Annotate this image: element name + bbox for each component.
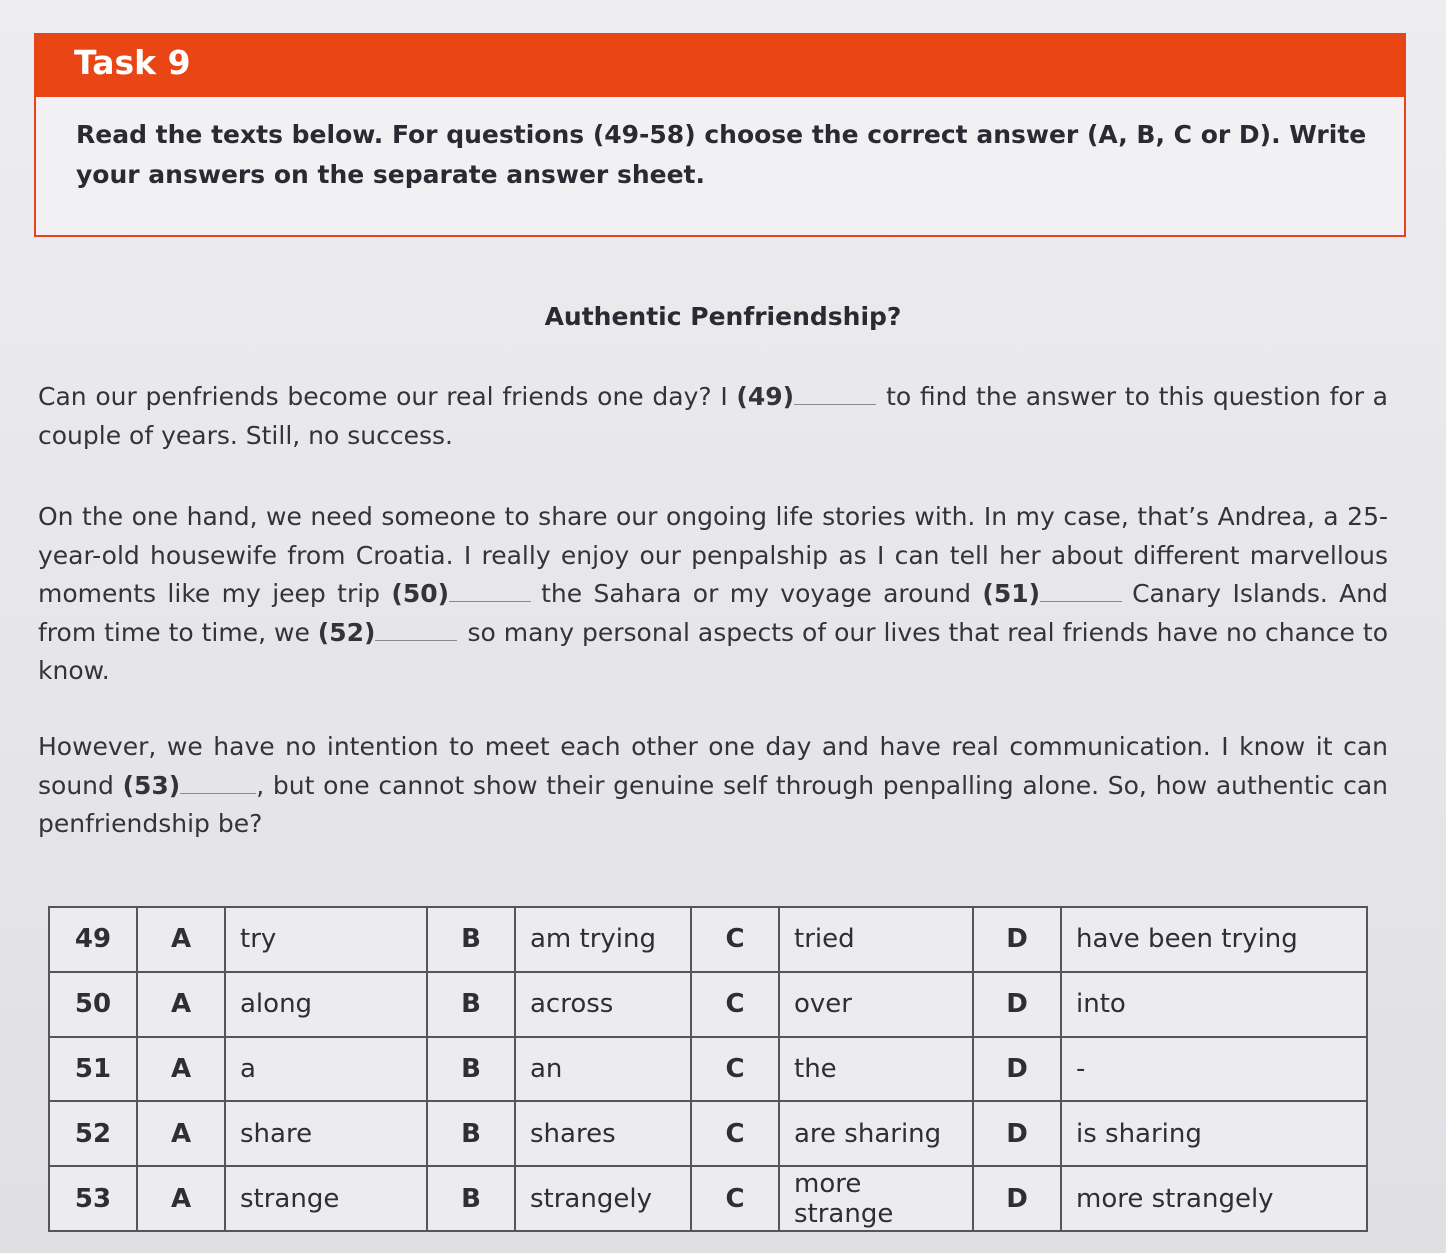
options-table xyxy=(48,906,1368,1232)
question-number: 53 xyxy=(49,1166,137,1231)
options-row-51 xyxy=(49,1037,1367,1102)
task-instructions: Read the texts below. For questions (49-58) choose the correct answer (A, B, C or D). Write your answers on the separate answer sheet. xyxy=(76,120,1367,189)
question-51-blank xyxy=(1040,581,1122,602)
option-c: more strange xyxy=(779,1166,973,1231)
option-c: are sharing xyxy=(779,1101,973,1166)
option-letter-d: D xyxy=(973,1166,1061,1231)
option-c: the xyxy=(779,1037,973,1102)
question-49-number: (49) xyxy=(736,382,795,411)
paragraph-3-text-a: However, we have no intention to meet each other one day and have real communication. I know it can sound xyxy=(38,732,1388,800)
paragraph-1 xyxy=(38,378,1388,455)
option-d: into xyxy=(1061,972,1367,1037)
question-53-number: (53) xyxy=(122,770,181,800)
option-letter-b: B xyxy=(427,1101,515,1166)
task-title: Task 9 xyxy=(74,43,191,82)
option-a: share xyxy=(225,1101,427,1166)
option-b: am trying xyxy=(515,907,691,972)
task-box xyxy=(34,33,1406,237)
option-letter-a: A xyxy=(137,1037,225,1102)
options-row-49 xyxy=(49,907,1367,972)
option-a: try xyxy=(225,907,427,972)
question-51-number: (51) xyxy=(982,579,1041,608)
text-title: Authentic Penfriendship? xyxy=(544,302,902,331)
options-row-52 xyxy=(49,1101,1367,1166)
question-number: 52 xyxy=(49,1101,137,1166)
option-letter-c: C xyxy=(691,1166,779,1231)
option-a: strange xyxy=(225,1166,427,1231)
question-number: 51 xyxy=(49,1037,137,1102)
option-b: strangely xyxy=(515,1166,691,1231)
question-49-blank xyxy=(794,384,876,405)
option-letter-c: C xyxy=(691,1037,779,1102)
paragraph-2-text-c: Canary Islands. And from time to time, we xyxy=(38,579,1388,647)
option-b: shares xyxy=(515,1101,691,1166)
question-50-blank xyxy=(449,581,531,602)
question-50-number: (50) xyxy=(391,579,450,608)
paragraph-3-text-b: , but one cannot show their genuine self through penpalling alone. So, how authentic can penfriendship be? xyxy=(38,770,1389,838)
options-row-50 xyxy=(49,972,1367,1037)
option-letter-b: B xyxy=(427,907,515,972)
option-letter-a: A xyxy=(137,1166,225,1231)
option-letter-a: A xyxy=(137,972,225,1037)
option-letter-d: D xyxy=(973,972,1061,1037)
option-c: over xyxy=(779,972,973,1037)
task-header-bar xyxy=(36,35,1404,97)
question-52-blank xyxy=(375,620,457,641)
paragraph-1-text-a: Can our penfriends become our real friends one day? I xyxy=(38,382,737,411)
paragraph-2-text-a: On the one hand, we need someone to share our ongoing life stories with. In my case, that’s Andrea, a 25-year-old housewife from Croatia. I really enjoy our penpalship as I can tell her about different marvellous moments like my jeep trip xyxy=(38,502,1388,608)
question-52-number: (52) xyxy=(317,617,376,647)
option-letter-b: B xyxy=(427,1166,515,1231)
option-letter-d: D xyxy=(973,1101,1061,1166)
option-a: a xyxy=(225,1037,427,1102)
option-d: is sharing xyxy=(1061,1101,1367,1166)
option-b: an xyxy=(515,1037,691,1102)
option-letter-a: A xyxy=(137,1101,225,1166)
paragraph-1-text-b: to find the answer to this question for a couple of years. Still, no success. xyxy=(38,382,1389,450)
option-letter-d: D xyxy=(973,1037,1061,1102)
option-letter-b: B xyxy=(427,1037,515,1102)
option-c: tried xyxy=(779,907,973,972)
option-b: across xyxy=(515,972,691,1037)
option-letter-c: C xyxy=(691,972,779,1037)
paragraph-2-text-b: the Sahara or my voyage around xyxy=(541,579,983,608)
options-row-53 xyxy=(49,1166,1367,1231)
option-d: more strangely xyxy=(1061,1166,1367,1231)
option-letter-c: C xyxy=(691,1101,779,1166)
paragraph-2-text-d: so many personal aspects of our lives that real friends have no chance to know. xyxy=(38,617,1388,685)
option-letter-a: A xyxy=(137,907,225,972)
option-d: have been trying xyxy=(1061,907,1367,972)
paragraph-2 xyxy=(38,498,1388,691)
option-letter-d: D xyxy=(973,907,1061,972)
paragraph-3 xyxy=(38,728,1388,844)
option-letter-c: C xyxy=(691,907,779,972)
question-53-blank xyxy=(180,773,256,794)
option-letter-b: B xyxy=(427,972,515,1037)
option-d: - xyxy=(1061,1037,1367,1102)
option-a: along xyxy=(225,972,427,1037)
question-number: 49 xyxy=(49,907,137,972)
question-number: 50 xyxy=(49,972,137,1037)
